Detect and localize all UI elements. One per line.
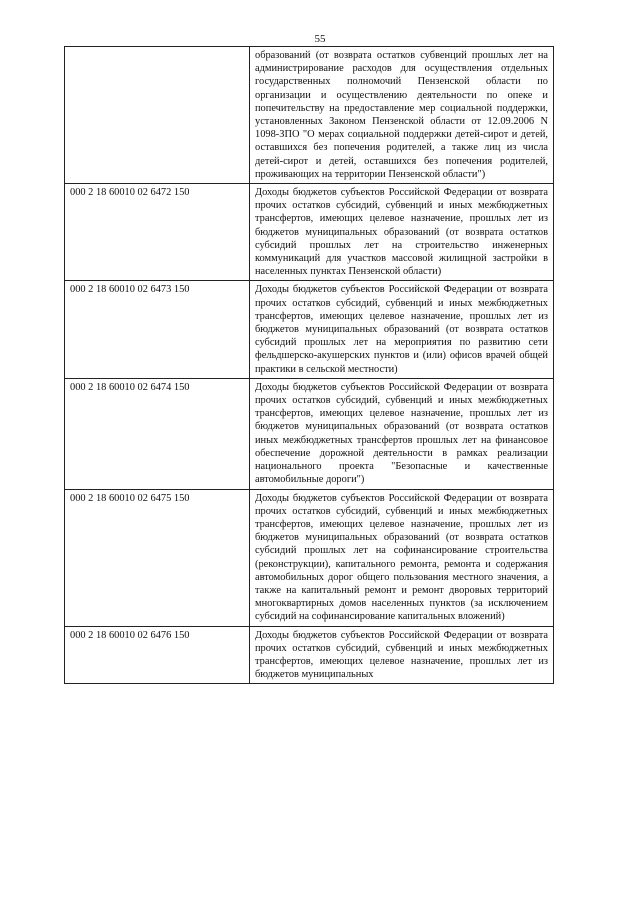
page-number: 55 xyxy=(314,33,326,45)
description-cell: Доходы бюджетов субъектов Российской Федерации от возврата прочих остатков субсидий, субвенций и иных межбюджетных трансфертов, имеющих целевое назначение, прошлых лет из бюджетов муниципальных xyxy=(250,626,554,684)
description-cell: Доходы бюджетов субъектов Российской Федерации от возврата прочих остатков субсидий, субвенций и иных межбюджетных трансфертов, имеющих целевое назначение, прошлых лет из бюджетов муниципальных образований (от возврата остатков субсидий прошлых лет на строительство инженерных коммуникаций для участков массовой жилищной застройки в населенных пунктах Пензенской области) xyxy=(250,184,554,281)
code-cell: 000 2 18 60010 02 6475 150 xyxy=(65,489,250,626)
description-cell: Доходы бюджетов субъектов Российской Федерации от возврата прочих остатков субсидий, субвенций и иных межбюджетных трансфертов, имеющих целевое назначение, прошлых лет из бюджетов муниципальных образований (от возврата остатков иных межбюджетных трансфертов прошлых лет на финансовое обеспечение дорожной деятельности в рамках реализации национального проекта "Безопасные и качественные автомобильные дороги") xyxy=(250,378,554,489)
code-cell: 000 2 18 60010 02 6476 150 xyxy=(65,626,250,684)
code-cell: 000 2 18 60010 02 6472 150 xyxy=(65,184,250,281)
code-cell: 000 2 18 60010 02 6474 150 xyxy=(65,378,250,489)
table-row xyxy=(65,626,554,684)
description-cell: Доходы бюджетов субъектов Российской Федерации от возврата прочих остатков субсидий, субвенций и иных межбюджетных трансфертов, имеющих целевое назначение, прошлых лет из бюджетов муниципальных образований (от возврата остатков субсидий прошлых лет на софинансирование строительства (реконструкции), капитального ремонта, ремонта и содержания автомобильных дорог общего пользования местного значения, а также на капитальный ремонт и ремонт дворовых территорий многоквартирных домов населенных пунктов (за исключением субсидий на софинансирование капитальных вложений) xyxy=(250,489,554,626)
table-row xyxy=(65,184,554,281)
budget-code-table xyxy=(64,46,554,684)
code-cell: 000 2 18 60010 02 6473 150 xyxy=(65,281,250,378)
table-row xyxy=(65,47,554,184)
description-cell: Доходы бюджетов субъектов Российской Федерации от возврата прочих остатков субсидий, субвенций и иных межбюджетных трансфертов, имеющих целевое назначение, прошлых лет из бюджетов муниципальных образований (от возврата остатков субсидий прошлых лет на мероприятия по развитию сети фельдшерско-акушерских пунктов и (или) офисов врачей общей практики в сельской местности) xyxy=(250,281,554,378)
code-cell xyxy=(65,47,250,184)
description-cell: образований (от возврата остатков субвенций прошлых лет на администрирование расходов для осуществления отдельных государственных полномочий Пензенской области по организации и осуществлению деятельности по опеке и попечительству на предоставление мер социальной поддержки, установленных Законом Пензенской области от 12.09.2006 N 1098-ЗПО "О мерах социальной поддержки детей-сирот и детей, оставшихся без попечения родителей, а также лиц из числа детей-сирот и детей, оставшихся без попечения родителей, проживающих на территории Пензенской области") xyxy=(250,47,554,184)
table-row xyxy=(65,281,554,378)
table-row xyxy=(65,378,554,489)
table-row xyxy=(65,489,554,626)
